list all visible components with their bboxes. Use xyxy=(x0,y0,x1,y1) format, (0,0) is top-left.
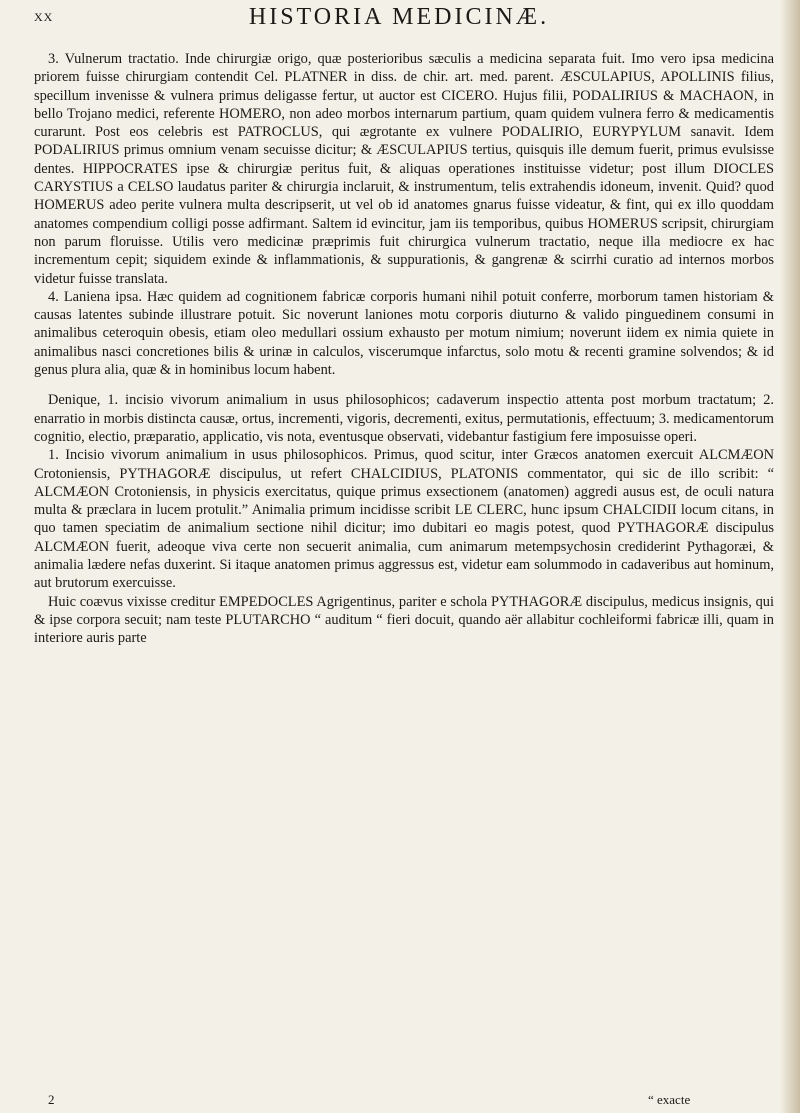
catchword: “ exacte xyxy=(648,1092,691,1107)
signature-mark: 2 xyxy=(48,1092,55,1107)
page-footer xyxy=(18,1092,780,1112)
page-edge-shadow xyxy=(780,0,800,1113)
paragraph-incisio: 1. Incisio vivorum animalium in usus philosophicos. Primus, quod scitur, inter Græcos anatomen exercuit ALCMÆON Crotoniensis, PYTHAGORÆ discipulus, ut refert CHALCIDIUS, PLATONIS commentator, qui sic de illo scribit: “ ALCMÆON Crotoniensis, in physicis exercitatus, quique primus exsectionem (anatomen) aggredi ausus est, de oculi natura multa & præclara in lucem protulit.” Animalia primum incidisse scribit LE CLERC, hunc ipsum CHALCIDII locum citans, in quo tamen speciatim de animalium sectione nihil dicitur; imo dubitari eo magis potest, quod PYTHAGORÆ discipulus ALCMÆON fuerit, adeoque viva certe non secuerit animalia, cum animarum metempsychosin crediderint Pythagoræi, & animalia lædere nefas duxerint. Si itaque anatomen primus aggressus est, videtur eam solummodo in cadaveribus aut hominum, aut brutorum exercuisse. xyxy=(34,447,774,592)
paragraph-laniena: 4. Laniena ipsa. Hæc quidem ad cognitionem fabricæ corporis humani nihil potuit conferre, morborum tamen historiam & causas latentes subinde illustrare potuit. Sic noverunt laniones motu corporis diuturno & valido pinguedinem consumi in animalibus ceteroquin obesis, etiam oleo medullari ossium exhausto per motum nimium; noverunt iidem ex nimia quiete in animalibus nasci concretiones bilis & urinæ in calculos, viscerumque infarctus, solo motu & recenti gramine solvendos; & id genus plura alia, quæ & in hominibus locum habent. xyxy=(34,288,774,379)
paragraph-vulnerum-tractatio: 3. Vulnerum tractatio. Inde chirurgiæ origo, quæ posterioribus sæculis a medicina separata fuit. Imo vero ipsa medicina priorem fuisse chirurgiam contendit Cel. PLATNER in diss. de chir. art. med. parent. ÆSCULAPIUS, APOLLINIS filius, specillum invenisse & vulnera primus deligasse fertur, ut auctor est CICERO. Hujus filii, PODALIRIUS & MACHAON, in bello Trojano medici, referente HOMERO, non adeo morbos internarum partium, quam quidem vulnera ferro & medicamentis curarunt. Post eos celebris est PATROCLUS, qui ægrotante ex vulnere PODALIRIO, EURYPYLUM sanavit. Idem PODALIRIUS primus omnium venam secuisse dicitur; & ÆSCULAPIUS tertius, quisquis ille demum fuerit, primus evulsisse dentes. HIPPOCRATES ipse & chirurgiæ peritus fuit, & aliquas operationes instituisse videtur; post illum DIOCLES CARYSTIUS a CELSO laudatus pariter & chirurgia inclaruit, & instrumentum, telis extrahendis idoneum, invenit. Quid? quod HOMERUS adeo perite vulnera multa descripserit, ut vel ob id anatomes gnarus fuisse videatur, & fint, qui ex illo quoddam anatomes compendium colligi posse adfirmant. Saltem id evincitur, jam iis temporibus, quibus HOMERUS scripsit, chirurgiam non parum floruisse. Utilis vero medicinæ præprimis fuit chirurgica vulnerum tractatio, neque illa mediocre ex hac incrementum cepit; siquidem exinde & inflammationis, & suppurationis, & gangrenæ & scirrhi curatio ad internos morbos videtur fuisse translata. xyxy=(34,51,774,287)
book-page xyxy=(18,0,780,1113)
running-head xyxy=(18,4,780,34)
page-number: XX xyxy=(34,10,54,24)
paragraph-empedocles: Huic coævus vixisse creditur EMPEDOCLES Agrigentinus, pariter e schola PYTHAGORÆ discipulus, medicus insignis, qui & ipse corpora secuit; nam teste PLUTARCHO “ auditum “ fieri docuit, quando aër allabitur cochleiformi fabricæ illi, quam in interiore auris parte xyxy=(34,593,774,647)
paragraph-denique: Denique, 1. incisio vivorum animalium in usus philosophicos; cadaverum inspectio attenta post morbum tractatum; 2. enarratio in morbis distincta causæ, ortus, incrementi, vigoris, decrementi, exitus, permutationis, effectuum; 3. medicamentorum cognitio, electio, præparatio, applicatio, vis nota, eventusque observati, videbantur fastigium fere imposuisse operi. xyxy=(34,392,774,445)
body-text xyxy=(34,50,774,648)
page-title: HISTORIA MEDICINÆ. xyxy=(248,4,550,30)
